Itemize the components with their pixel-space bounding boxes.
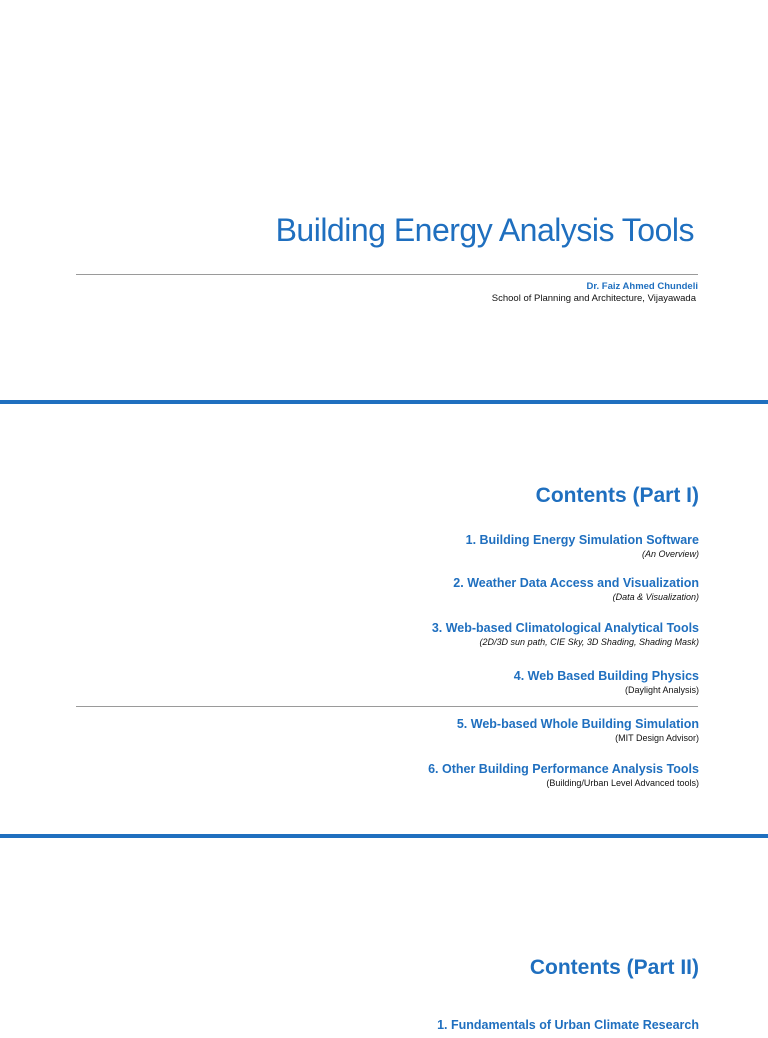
contents-title: Contents (Part I) bbox=[535, 484, 699, 507]
contents-item bbox=[466, 532, 699, 561]
slide-title bbox=[0, 0, 768, 400]
contents-item bbox=[453, 575, 699, 604]
contents-item-subtitle: (Daylight Analysis) bbox=[624, 685, 699, 695]
contents-item-subtitle: (Building/Urban Level Advanced tools) bbox=[546, 778, 699, 788]
contents-item-title: 1. Fundamentals of Urban Climate Research bbox=[437, 1018, 699, 1032]
contents-item bbox=[457, 716, 699, 745]
contents-item-subtitle: (Data & Visualization) bbox=[612, 592, 699, 602]
contents-item-subtitle: (MIT Design Advisor) bbox=[615, 733, 699, 743]
contents-item bbox=[437, 1017, 699, 1033]
author-name: Dr. Faiz Ahmed Chundeli bbox=[586, 281, 698, 292]
slide-contents-part-2 bbox=[0, 838, 768, 1038]
contents-item-title: 1. Building Energy Simulation Software bbox=[465, 533, 699, 547]
contents-title: Contents (Part II) bbox=[529, 956, 699, 979]
contents-item-subtitle: (An Overview) bbox=[641, 549, 699, 559]
contents-item-title: 4. Web Based Building Physics bbox=[513, 669, 699, 683]
presentation-title: Building Energy Analysis Tools bbox=[275, 212, 694, 248]
contents-item bbox=[514, 668, 699, 697]
author-affiliation: School of Planning and Architecture, Vijayawada bbox=[491, 293, 696, 304]
contents-item-title: 3. Web-based Climatological Analytical Tools bbox=[431, 621, 699, 635]
contents-item-title: 5. Web-based Whole Building Simulation bbox=[456, 717, 699, 731]
contents-item bbox=[428, 761, 699, 790]
contents-item-title: 6. Other Building Performance Analysis Tools bbox=[428, 762, 699, 776]
contents-item-subtitle: (2D/3D sun path, CIE Sky, 3D Shading, Shading Mask) bbox=[479, 637, 699, 647]
contents-item-title: 2. Weather Data Access and Visualization bbox=[453, 576, 699, 590]
slide-contents-part-1 bbox=[0, 404, 768, 834]
contents-divider bbox=[76, 706, 698, 707]
contents-item bbox=[432, 620, 699, 649]
title-divider bbox=[76, 274, 698, 275]
